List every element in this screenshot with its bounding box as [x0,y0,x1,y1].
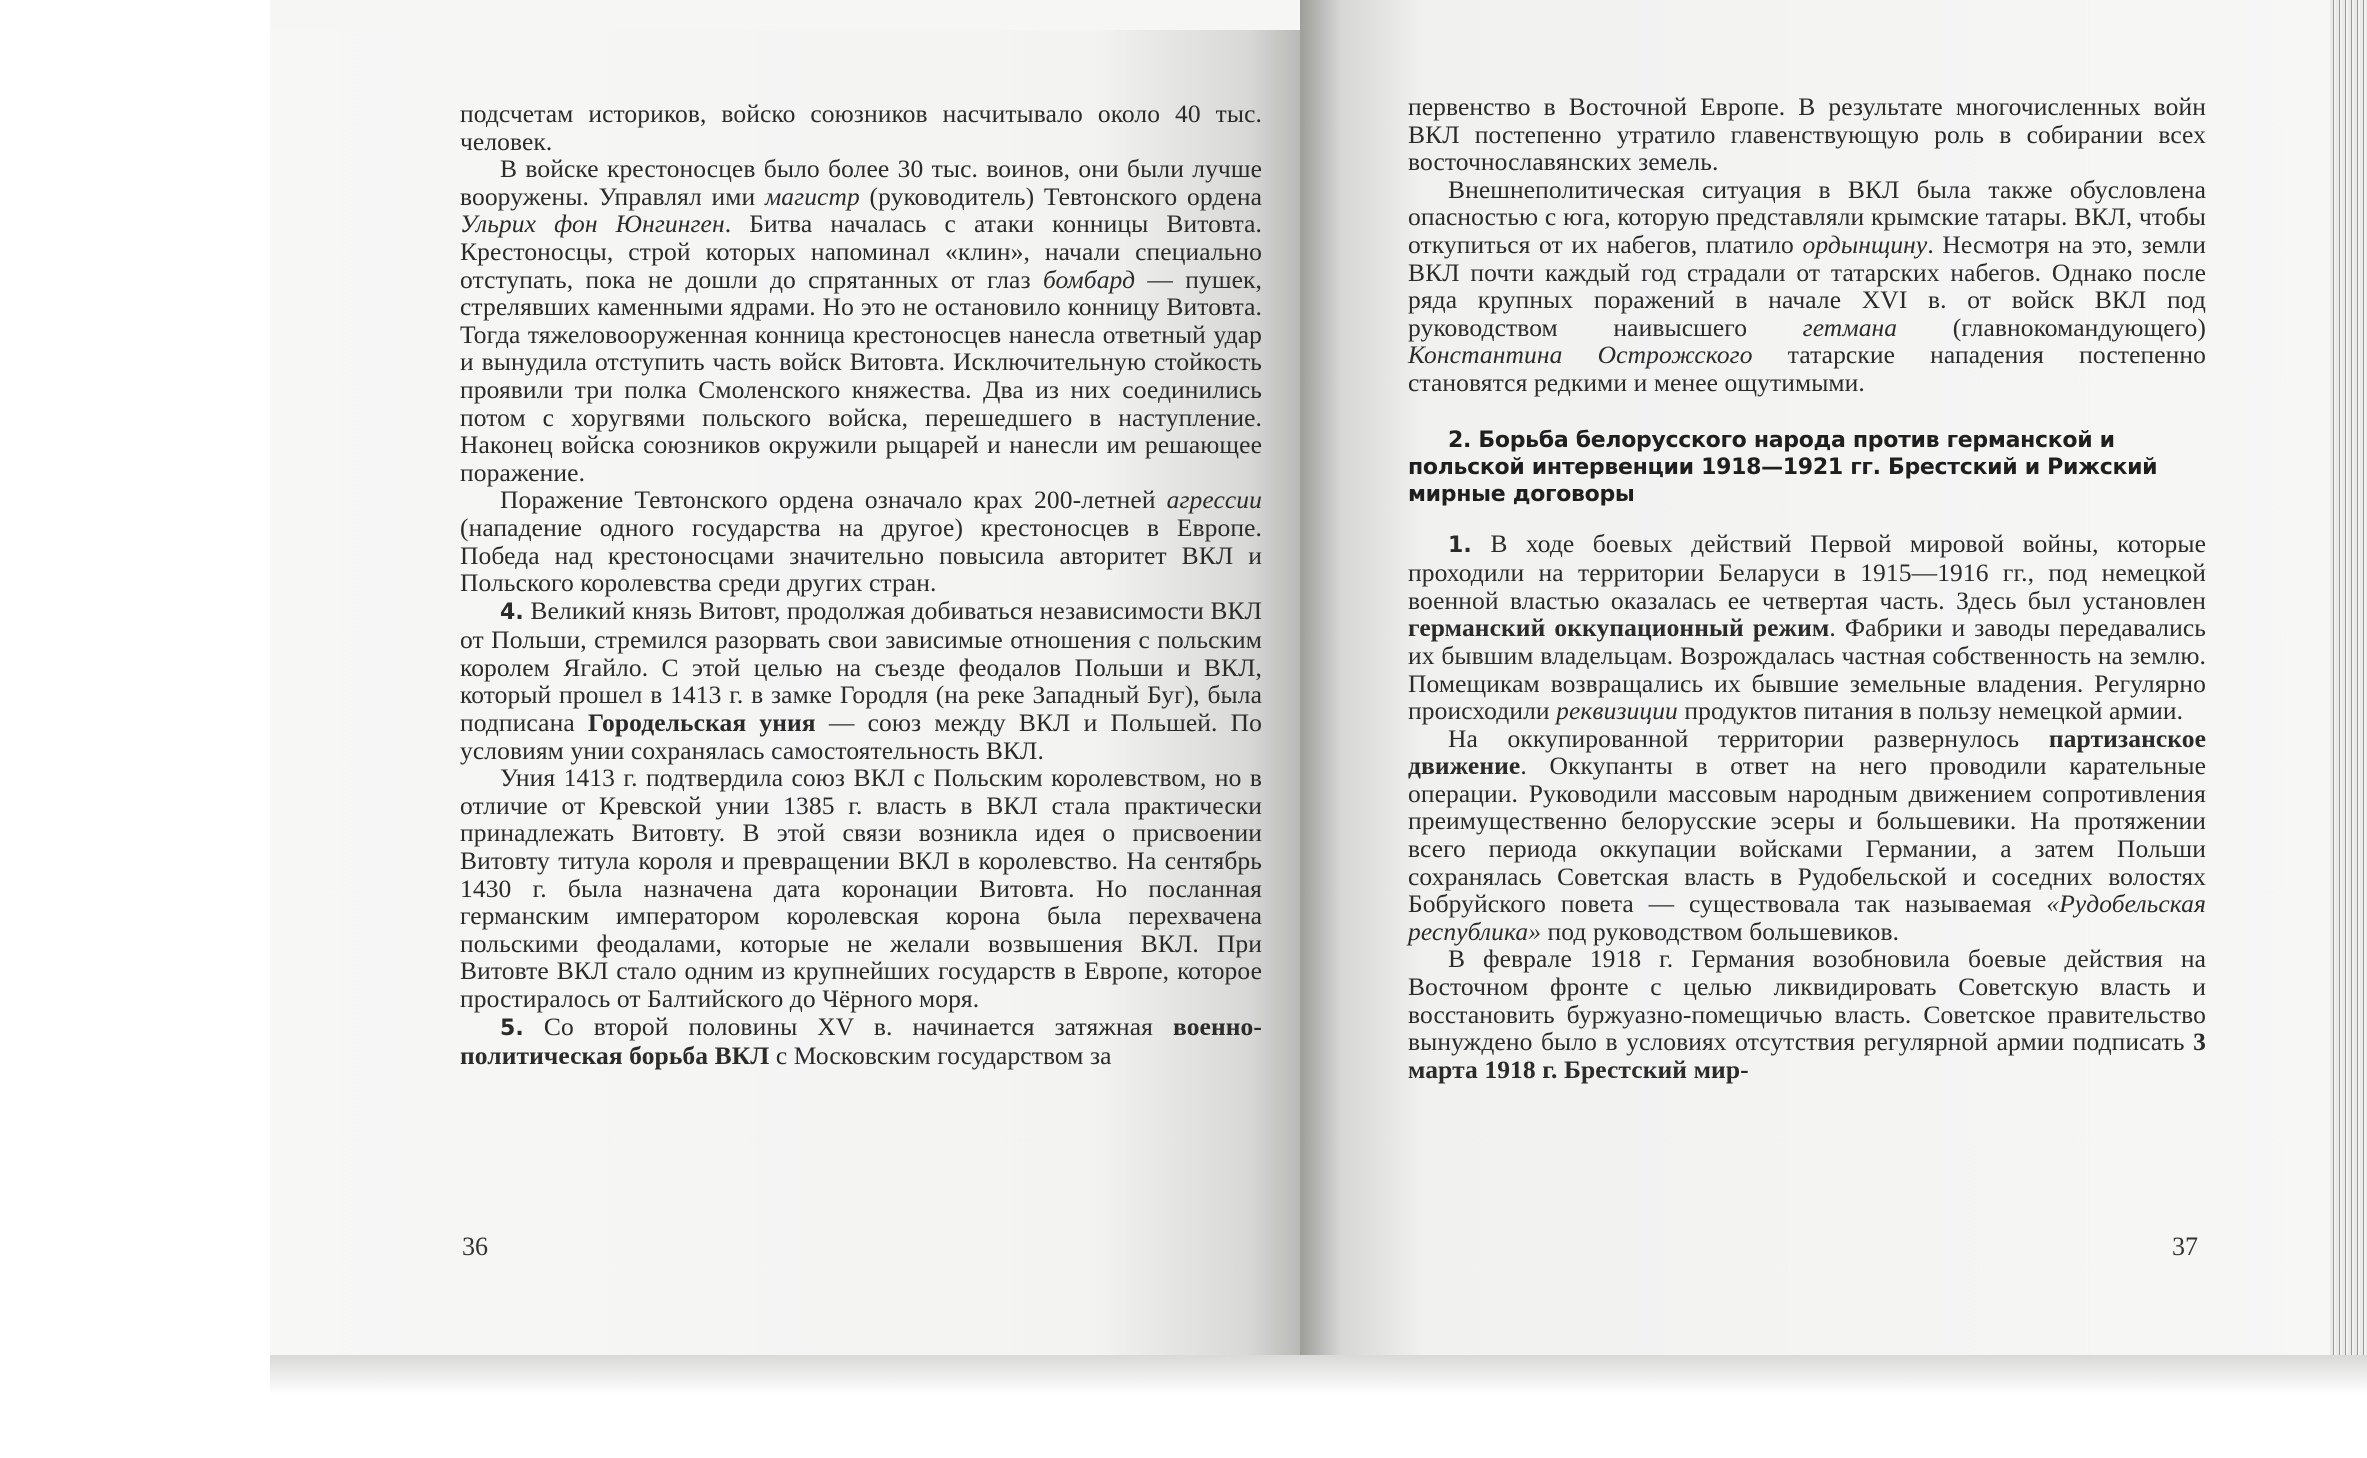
bold-term: военно-политическая борьба ВКЛ [460,1011,1262,1071]
paragraph [460,155,1262,486]
text-run: — союз между ВКЛ и Польшей. По условиям унии сохранялась самостоятельность ВКЛ. [460,708,1263,765]
left-text-column [460,100,1262,1070]
italic-term: Ульрих фон Юнгинген [460,209,725,239]
text-run: В войске крестоносцев было более 30 тыс. воинов, они были лучше вооружены. Управлял ими [460,154,1262,211]
text-run: Поражение Тевтонского ордена означало крах 200-летней [500,485,1167,515]
page-number-right: 37 [2172,1232,2198,1261]
bottom-shadow [270,1355,2367,1395]
paragraph [460,764,1262,1012]
text-run: . Битва началась с атаки конницы Витовта. Крестоносцы, строй которых напоминал «клин», начали специально отступать, пока не дошли до спрятанных от глаз [460,209,1262,294]
text-run: продуктов питания в пользу немецкой армии. [1677,696,2184,726]
paragraph [460,1013,1262,1070]
text-run: . Оккупанты в ответ на него проводили карательные операции. Руководили массовым народным движением сопротивления преимущественно белорусские эсеры и большевики. На протяжении всего периода оккупации войсками Германии, а затем Польши сохранялась Советская власть в Рудобельской и соседних волостях Бобруйского повета — существовала так называемая [1408,751,2206,919]
item-number: 4. [500,599,524,625]
paragraph [1408,945,2206,1083]
item-number: 5. [500,1015,524,1041]
italic-term: ордынщину [1802,229,1928,259]
section-heading: 2. Борьба белорусского народа против германской и польской интервенции 1918—1921 гг. Брестский и Рижский мирные договоры [1408,427,2158,507]
italic-term: реквизиции [1556,696,1678,726]
page-edges [2330,0,2367,1368]
paragraph [1408,93,2206,176]
text-run: Великий князь Витовт, продолжая добиваться независимости ВКЛ от Польши, стремился разорвать свои зависимые отношения с польским королем Ягайло. С этой целью на съезде феодалов Польши и ВКЛ, который прошел в 1413 г. в замке Городля (на реке Западный Буг), была подписана [460,595,1262,738]
text-run: подсчетам историков, войско союзников насчитывало около 40 тыс. человек. [460,99,1262,156]
text-run: первенство в Восточной Европе. В результате многочисленных войн ВКЛ постепенно утратило главенствующую роль в собирании всех восточнославянских земель. [1408,92,2206,177]
item-number: 1. [1448,532,1472,558]
text-run: . Несмотря на это, земли ВКЛ почти каждый год страдали от татарских набегов. Однако после ряда крупных поражений в начале XVI в. от войск ВКЛ под руководством наивысшего [1408,229,2207,342]
text-run: татарские нападения постепенно становятся редкими и менее ощутимыми. [1408,340,2206,397]
text-run: Уния 1413 г. подтвердила союз ВКЛ с Польским королевством, но в отличие от Кревской унии 1385 г. власть в ВКЛ стала практически принадлежать Витовту. В этой связи возникла идея о присвоении Витовту титула короля и превращении ВКЛ в королевство. На сентябрь 1430 г. была назначена дата коронации Витовта. Но посланная германским императором королевская корона была перехвачена польскими феодалами, которые не желали возвышения ВКЛ. При Витовте ВКЛ стало одним из крупнейших государств в Европе, которое простиралось от Балтийского до Чёрного моря. [460,763,1262,1013]
bold-term: 3 марта 1918 г. Брестский мир- [1408,1027,2206,1084]
bold-term: партизанское движение [1408,723,2206,781]
italic-term: гетмана [1802,312,1898,342]
paragraph [460,100,1262,155]
text-run: На оккупированной территории развернулось [1448,723,2049,753]
italic-term: Константина Острожского [1408,340,1753,370]
text-run: Внешнеполитическая ситуация в ВКЛ была также обусловлена опасностью с юга, которую представляли крымские татары. ВКЛ, чтобы откупиться от их набегов, платило [1408,174,2206,259]
page-number-left: 36 [462,1232,488,1261]
text-run: под руководством большевиков. [1541,916,1900,946]
text-run: . Фабрики и заводы передавались их бывшим владельцам. Возрождалась частная собственность на землю. Помещикам возвращались их бывшие земельные владения. Регулярно происходили [1408,613,2206,726]
text-run: (руководитель) Тевтонского ордена [859,181,1262,211]
italic-term: «Рудобельская республика» [1408,889,2206,946]
text-run: В феврале 1918 г. Германия возобновила боевые действия на Восточном фронте с целью ликвидировать Советскую власть и восстановить буржуазно-помещичью власть. Советское правительство вынуждено было в условиях отсутствия регулярной армии подписать [1408,944,2206,1057]
paragraph [1408,530,2206,725]
text-run: с Московским государством за [769,1041,1112,1071]
right-text-column [1408,93,2206,1083]
paragraph [460,486,1262,596]
italic-term: агрессии [1166,485,1262,515]
text-run: В ходе боевых действий Первой мировой войны, которые проходили на территории Беларуси в 1915—1916 гг., под немецкой военной властью оказалась ее четвертая часть. Здесь был установлен [1408,528,2206,615]
italic-term: магистр [764,181,860,211]
bold-term: Городельская уния [587,708,816,738]
paragraph [460,597,1262,765]
text-run: (нападение одного государства на другое) крестоносцев в Европе. Победа над крестоносцами значительно повысила авторитет ВКЛ и Польского королевства среди других стран. [460,512,1262,598]
text-run: Со второй половины XV в. начинается затяжная [523,1011,1173,1041]
italic-term: бомбард [1042,264,1136,294]
paragraph [1408,725,2206,946]
text-run: — пушек, стрелявших каменными ядрами. Но это не остановило конницу Витовта. Тогда тяжеловооруженная конница крестоносцев нанесла ответный удар и вынудила отступить часть войск Витовта. Исключительную стойкость проявили три полка Смоленского княжества. Два из них соединились потом с хоругвями польского войска, перешедшего в наступление. Наконец войска союзников окружили рыцарей и нанесли им решающее поражение. [460,264,1263,487]
paragraph [1408,176,2206,397]
bold-term: германский оккупационный режим [1408,613,1830,643]
text-run: (главнокомандующего) [1897,312,2206,342]
